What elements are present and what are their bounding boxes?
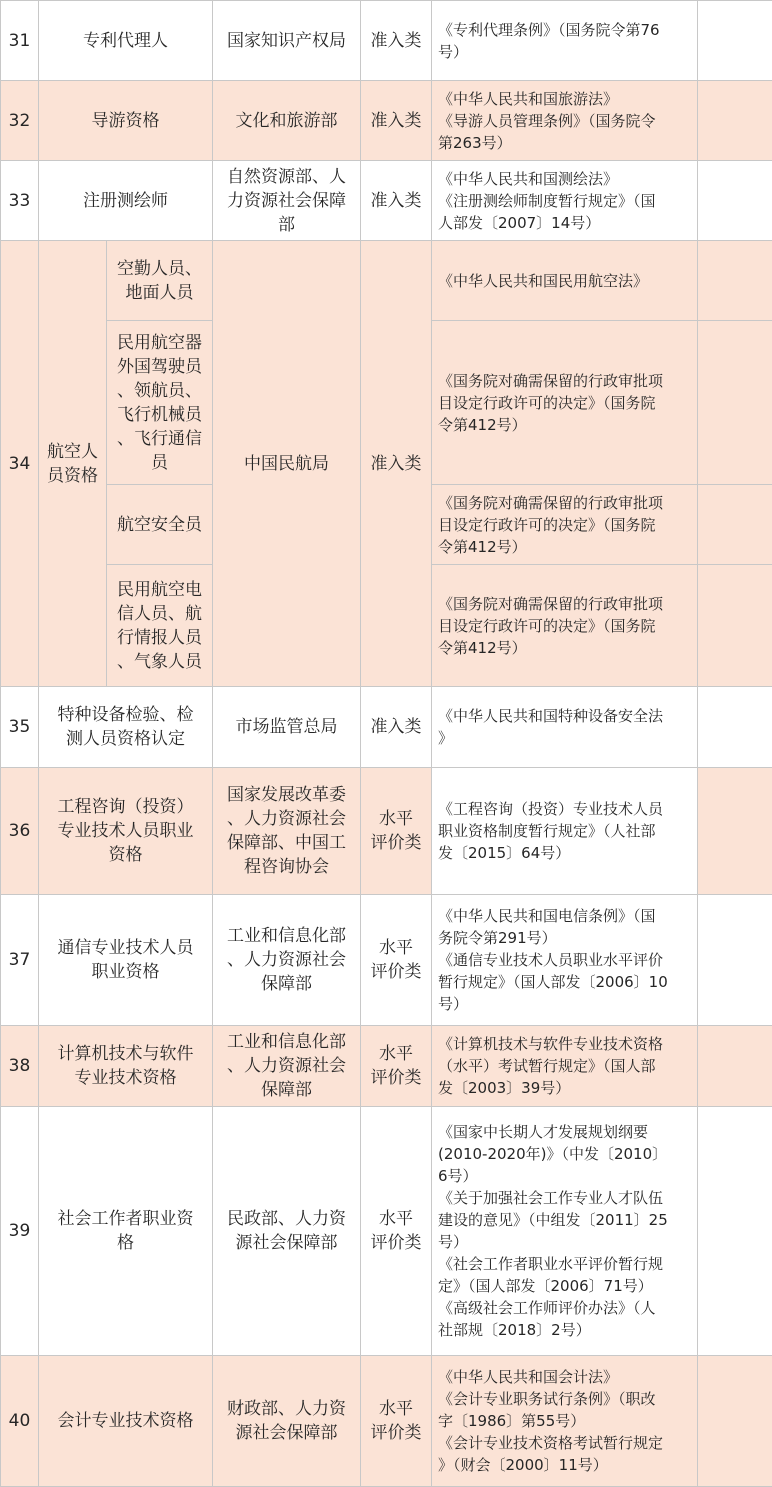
issuing-department (213, 1107, 361, 1356)
empty-cell (698, 768, 772, 895)
sub-line: 飞行机械员 (117, 404, 202, 425)
sub-line: 员 (151, 452, 168, 473)
issuing-department (213, 768, 361, 895)
name-line: 职业资格 (91, 962, 160, 982)
basis-line: 《中华人民共和国旅游法》 (438, 89, 619, 108)
sub-line: 民用航空电 (117, 579, 202, 600)
basis-line: 6号） (438, 1167, 478, 1185)
basis-line: 《中华人民共和国电信条例》（国 (438, 907, 656, 925)
sub-line: 信人员、航 (117, 603, 202, 624)
empty-cell (698, 687, 772, 768)
table-row (1, 895, 772, 1026)
table-row (1, 1356, 772, 1487)
basis-line: 《计算机技术与软件专业技术资格 (438, 1035, 664, 1053)
qualification-name: 会计专业技术资格 (39, 1356, 213, 1487)
basis-line: 目设定行政许可的决定》（国务院 (438, 515, 656, 534)
empty-cell (698, 1, 772, 81)
category (361, 1107, 432, 1356)
basis-line: 字〔1986〕第55号） (438, 1412, 586, 1430)
basis-line: 人部发〔2007〕14号） (438, 213, 601, 232)
empty-cell (698, 565, 772, 687)
category: 准入类 (361, 161, 432, 241)
issuing-department: 中国民航局 (213, 241, 361, 687)
category-line: 评价类 (370, 962, 422, 982)
row-number: 39 (1, 1107, 39, 1356)
basis-line: 号） (438, 1233, 469, 1251)
basis-line: 令第412号） (438, 415, 527, 434)
row-number: 37 (1, 895, 39, 1026)
legal-basis (432, 895, 698, 1026)
row-number: 35 (1, 687, 39, 768)
dept-line: 国家发展改革委 (227, 785, 346, 805)
name-line: 专业技术人员职业 (57, 821, 194, 841)
basis-line: 发〔2015〕64号） (438, 844, 571, 862)
category (361, 1026, 432, 1107)
dept-line: 自然资源部、人 (227, 166, 346, 187)
basis-line: 令第412号） (438, 638, 527, 657)
basis-line: 《会计专业职务试行条例》（职改 (438, 1390, 656, 1408)
basis-line: 《会计专业技术资格考试暂行规定 (438, 1434, 664, 1452)
basis-line: 号） (438, 995, 469, 1013)
legal-basis (432, 1, 698, 81)
category-line: 评价类 (370, 833, 422, 853)
row-number: 36 (1, 768, 39, 895)
basis-line: 《国务院对确需保留的行政审批项 (438, 371, 664, 390)
basis-line: 建设的意见》（中组发〔2011〕25 (438, 1211, 668, 1229)
dept-line: 保障部 (261, 974, 312, 994)
empty-cell (698, 321, 772, 485)
name-line: 测人员资格认定 (66, 729, 185, 749)
basis-line: 《国务院对确需保留的行政审批项 (438, 594, 664, 613)
legal-basis (432, 161, 698, 241)
name-line: 特种设备检验、检 (57, 705, 194, 725)
legal-basis (432, 1026, 698, 1107)
name-line: 专业技术资格 (74, 1068, 177, 1088)
qualification-name: 注册测绘师 (39, 161, 213, 241)
basis-line: 第263号） (438, 133, 512, 152)
category (361, 1356, 432, 1487)
category-line: 水平 (379, 938, 413, 958)
name-line: 工程咨询（投资） (57, 797, 194, 817)
legal-basis (432, 687, 698, 768)
basis-line: 务院令第291号） (438, 929, 557, 947)
name-line: 员资格 (47, 465, 98, 486)
row-number: 33 (1, 161, 39, 241)
category-line: 水平 (379, 1399, 413, 1419)
basis-line: 定》（国人部发〔2006〕71号） (438, 1277, 653, 1295)
dept-line: 程咨询协会 (244, 857, 329, 877)
basis-line: （水平）考试暂行规定》（国人部 (438, 1057, 656, 1075)
basis-line: 《社会工作者职业水平评价暂行规 (438, 1255, 664, 1273)
name-line: 航空人 (47, 441, 98, 462)
name-line: 资格 (108, 845, 143, 865)
sub-qualification (107, 565, 213, 687)
basis-line: 《国务院对确需保留的行政审批项 (438, 493, 664, 512)
basis-line: 号） (438, 42, 469, 61)
row-number: 34 (1, 241, 39, 687)
category: 准入类 (361, 1, 432, 81)
dept-line: 源社会保障部 (235, 1233, 338, 1253)
qualification-name: 导游资格 (39, 81, 213, 161)
dept-line: 工业和信息化部 (227, 1032, 346, 1052)
basis-line: 《国家中长期人才发展规划纲要 (438, 1123, 649, 1141)
qualification-name (39, 241, 107, 687)
basis-line: 《工程咨询（投资）专业技术人员 (438, 800, 664, 818)
sub-line: 行情报人员 (117, 627, 202, 648)
category-line: 水平 (379, 809, 413, 829)
legal-basis (432, 81, 698, 161)
name-line: 通信专业技术人员 (57, 938, 194, 958)
dept-line: 民政部、人力资 (227, 1209, 346, 1229)
category: 准入类 (361, 241, 432, 687)
dept-line: 保障部、中国工 (227, 833, 346, 853)
sub-line: 外国驾驶员 (117, 356, 202, 377)
dept-line: 财政部、人力资 (227, 1399, 346, 1419)
issuing-department (213, 895, 361, 1026)
basis-line: 目设定行政许可的决定》（国务院 (438, 616, 656, 635)
basis-line: 《通信专业技术人员职业水平评价 (438, 951, 664, 969)
issuing-department (213, 161, 361, 241)
table-row (1, 687, 772, 768)
dept-line: 源社会保障部 (235, 1423, 338, 1443)
category-line: 评价类 (370, 1068, 422, 1088)
name-line: 格 (117, 1233, 134, 1253)
qualification-name (39, 1107, 213, 1356)
category: 准入类 (361, 81, 432, 161)
sub-line: 、飞行通信 (117, 428, 202, 449)
name-line: 社会工作者职业资 (57, 1209, 194, 1229)
category (361, 768, 432, 895)
sub-line: 、领航员、 (117, 380, 202, 401)
basis-line: (2010-2020年)》（中发〔2010〕 (438, 1145, 668, 1163)
category-line: 评价类 (370, 1423, 422, 1443)
table-row (1, 1026, 772, 1107)
issuing-department: 市场监管总局 (213, 687, 361, 768)
qualification-name (39, 768, 213, 895)
row-number: 32 (1, 81, 39, 161)
basis-line: 社部规〔2018〕2号） (438, 1321, 591, 1339)
dept-line: 、人力资源社会 (227, 950, 346, 970)
basis-line: 发〔2003〕39号） (438, 1079, 571, 1097)
table-row (1, 1, 772, 81)
sub-qualification: 航空安全员 (107, 485, 213, 565)
empty-cell (698, 161, 772, 241)
basis-line: 暂行规定》（国人部发〔2006〕10 (438, 973, 668, 991)
row-number: 40 (1, 1356, 39, 1487)
empty-cell (698, 1026, 772, 1107)
basis-line: 《关于加强社会工作专业人才队伍 (438, 1189, 664, 1207)
row-number: 31 (1, 1, 39, 81)
basis-line: 《导游人员管理条例》（国务院令 (438, 111, 656, 130)
qualification-name (39, 895, 213, 1026)
legal-basis (432, 565, 698, 687)
row-number: 38 (1, 1026, 39, 1107)
sub-qualification (107, 241, 213, 321)
legal-basis (432, 321, 698, 485)
issuing-department (213, 1356, 361, 1487)
basis-line: 《高级社会工作师评价办法》（人 (438, 1299, 656, 1317)
qualification-name (39, 687, 213, 768)
sub-line: 民用航空器 (117, 332, 202, 353)
table-row (1, 81, 772, 161)
qualification-name: 专利代理人 (39, 1, 213, 81)
sub-line: 、气象人员 (117, 651, 202, 672)
basis-line: 》（财会〔2000〕11号） (438, 1456, 608, 1474)
table-row (1, 1107, 772, 1356)
basis-line: 《中华人民共和国特种设备安全法 (438, 707, 664, 725)
dept-line: 、人力资源社会 (227, 809, 346, 829)
dept-line: 工业和信息化部 (227, 926, 346, 946)
legal-basis (432, 1356, 698, 1487)
empty-cell (698, 241, 772, 321)
legal-basis (432, 485, 698, 565)
legal-basis (432, 1107, 698, 1356)
basis-line: 《中华人民共和国测绘法》 (438, 169, 619, 188)
sub-qualification (107, 321, 213, 485)
category-line: 水平 (379, 1044, 413, 1064)
table-row (1, 161, 772, 241)
basis-line: 《注册测绘师制度暂行规定》（国 (438, 191, 656, 210)
category-line: 评价类 (370, 1233, 422, 1253)
dept-line: 、人力资源社会 (227, 1056, 346, 1076)
basis-line: 《中华人民共和国会计法》 (438, 1368, 619, 1386)
issuing-department: 文化和旅游部 (213, 81, 361, 161)
issuing-department: 国家知识产权局 (213, 1, 361, 81)
category: 准入类 (361, 687, 432, 768)
name-line: 计算机技术与软件 (57, 1044, 194, 1064)
category-line: 水平 (379, 1209, 413, 1229)
basis-line: 目设定行政许可的决定》（国务院 (438, 393, 656, 412)
legal-basis (432, 768, 698, 895)
category (361, 895, 432, 1026)
empty-cell (698, 485, 772, 565)
sub-line: 空勤人员、 (117, 258, 202, 279)
table-row (1, 241, 772, 321)
empty-cell (698, 1356, 772, 1487)
sub-line: 地面人员 (125, 282, 194, 303)
basis-line: 《中华人民共和国民用航空法》 (438, 271, 649, 290)
issuing-department (213, 1026, 361, 1107)
dept-line: 保障部 (261, 1080, 312, 1100)
empty-cell (698, 81, 772, 161)
basis-line: 《专利代理条例》（国务院令第76 (438, 20, 660, 39)
dept-line: 力资源社会保障 (227, 190, 346, 211)
basis-line: 职业资格制度暂行规定》（人社部 (438, 822, 656, 840)
table-row (1, 768, 772, 895)
empty-cell (698, 895, 772, 1026)
empty-cell (698, 1107, 772, 1356)
basis-line: 令第412号） (438, 537, 527, 556)
dept-line: 部 (278, 214, 295, 235)
basis-line: 》 (438, 729, 454, 747)
legal-basis (432, 241, 698, 321)
qualification-name (39, 1026, 213, 1107)
